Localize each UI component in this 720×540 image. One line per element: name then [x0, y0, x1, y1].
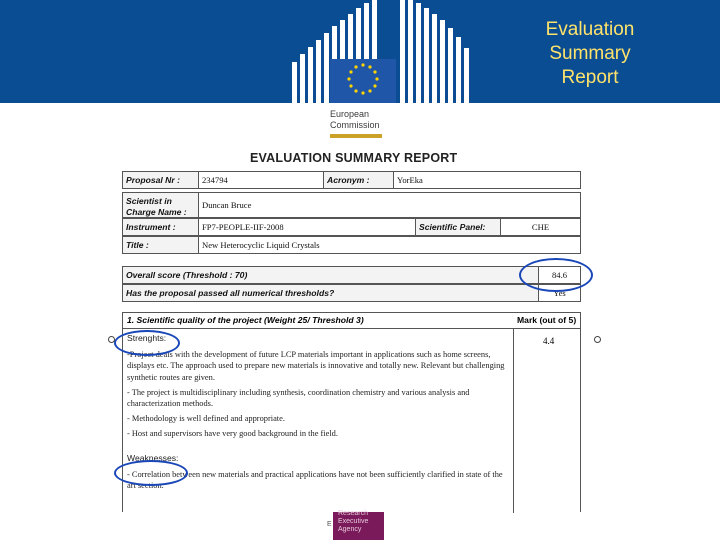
slide-title-line: Evaluation: [545, 19, 635, 40]
form-row-scientist: [122, 192, 581, 218]
slide-title-line: Report: [561, 67, 619, 88]
rea-logo-prefix: E: [327, 521, 332, 528]
acronym-value: YorEka: [397, 175, 423, 185]
logo-underline: [330, 134, 382, 138]
slide-bullet-left: [108, 336, 115, 343]
weakness-item: - Correlation between new materials and practical applications have not been sufficiently clarified in state of the art section.: [127, 469, 503, 491]
overall-score-value: 84.6: [551, 270, 568, 280]
strength-item: - Host and supervisors have very good background in the field.: [127, 429, 338, 439]
strengths-label: Strenghts:: [127, 333, 167, 343]
form-row-thresholds: [122, 284, 581, 302]
strengths-annotation-circle: [114, 330, 180, 356]
form-row-proposal: [122, 171, 581, 189]
logo-caption-line: Commission: [330, 120, 380, 130]
scientist-label: [123, 193, 199, 217]
rea-logo-line: Executive: [338, 518, 369, 525]
strength-item: -Project deals with the development of future LCP materials important in applications such as home screens, displays etc. The approach used to prepare new materials is innovative and totally new. Relevant but challenging synthetic routes are given.: [127, 350, 505, 382]
rea-logo-text: [338, 510, 384, 534]
strength-item: - Methodology is well defined and appropriate.: [127, 414, 285, 424]
scientist-label-line: Charge Name :: [126, 207, 187, 217]
thresholds-value: Yes: [553, 288, 566, 298]
form-row-overall-score: [122, 266, 581, 284]
rea-logo-line: Agency: [338, 526, 362, 533]
section-divider: [123, 328, 580, 329]
title-value: New Heterocyclic Liquid Crystals: [202, 240, 320, 250]
panel-value: CHE: [531, 222, 550, 232]
proposal-nr-value: 234794: [199, 172, 324, 188]
form-row-instrument: [122, 218, 581, 236]
strength-item: - The project is multidisciplinary including synthesis, coordination chemistry and various analysis and characterization methods.: [127, 387, 470, 409]
section-column-divider: [513, 328, 514, 513]
scientist-value: Duncan Bruce: [202, 200, 252, 210]
thresholds-label: Has the proposal passed all numerical thresholds?: [123, 285, 539, 301]
weaknesses-label: Weaknesses:: [127, 452, 179, 463]
section-scientific-quality: [122, 312, 581, 512]
report-heading: EVALUATION SUMMARY REPORT: [250, 151, 458, 165]
logo-caption: [330, 109, 380, 131]
form-row-title: [122, 236, 581, 254]
instrument-value: FP7-PEOPLE-IIF-2008: [199, 219, 416, 235]
instrument-label: Instrument :: [123, 219, 199, 235]
slide-title-line: Summary: [549, 43, 631, 64]
score-annotation-circle: [519, 258, 593, 292]
slide-bullet-right: [594, 336, 601, 343]
title-label: Title :: [123, 237, 199, 253]
mark-column-label: Mark (out of 5): [517, 315, 577, 325]
rea-logo-line: Research: [338, 510, 368, 517]
section-score: 4.4: [543, 336, 555, 346]
scientist-label-line: Scientist in: [126, 196, 172, 206]
overall-score-label: Overall score (Threshold : 70): [123, 267, 539, 283]
logo-caption-line: European: [330, 109, 370, 119]
proposal-nr-label: Proposal Nr :: [123, 172, 199, 188]
european-commission-logo: [290, 0, 474, 140]
weaknesses-annotation-circle: [114, 460, 188, 486]
acronym-label: Acronym :: [324, 172, 394, 188]
panel-label: Scientific Panel:: [416, 219, 501, 235]
slide-title: [534, 18, 646, 90]
section-heading: 1. Scientific quality of the project (Weight 25/ Threshold 3): [127, 315, 364, 325]
